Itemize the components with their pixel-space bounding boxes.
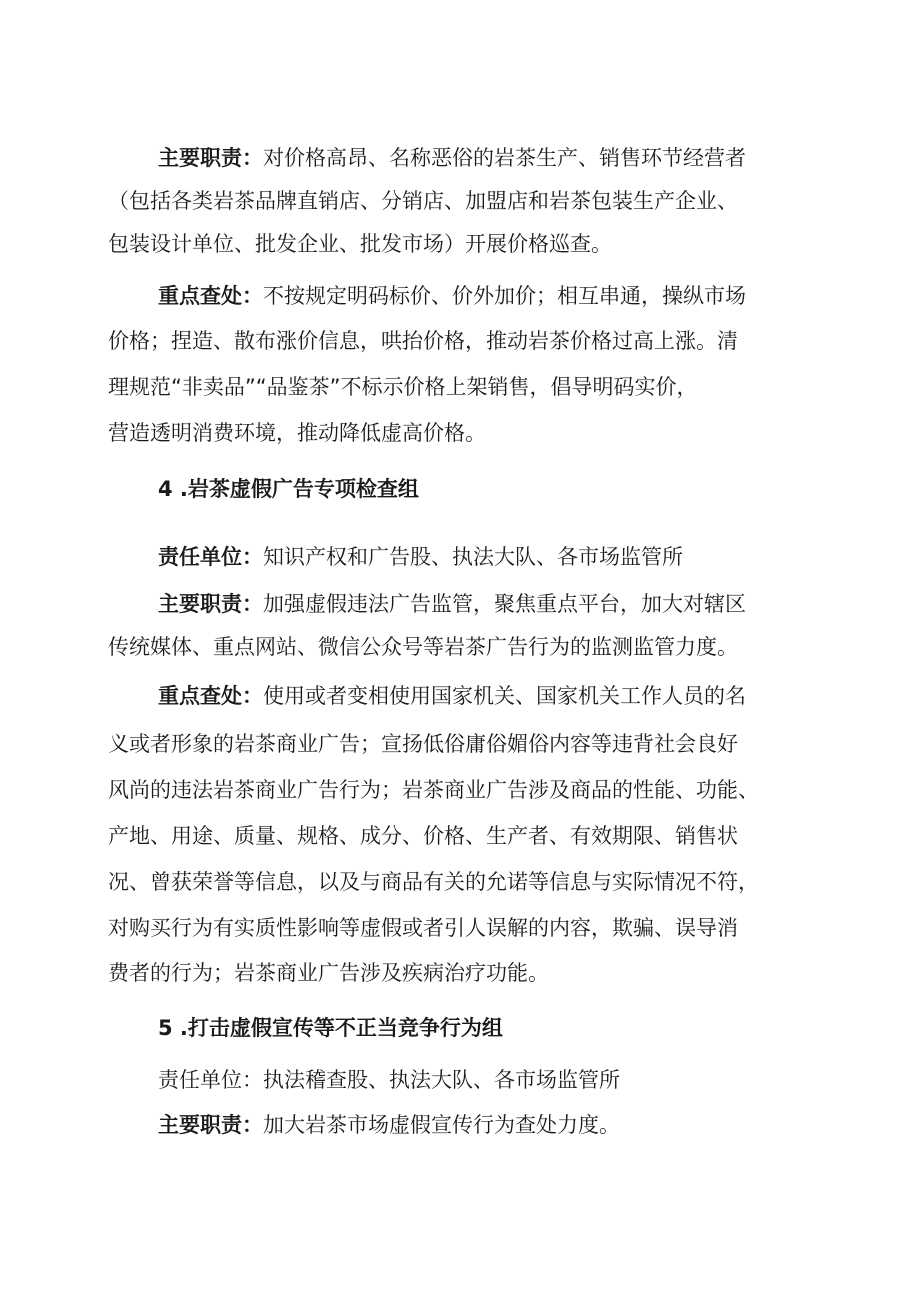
focus-text: 不按规定明码标价、价外加价；相互串通，操纵市场 [263,284,746,308]
duties-line-2: 传统媒体、重点网站、微信公众号等岩茶广告行为的监测监管力度。 [108,635,738,659]
duties-label: 主要职责： [158,1113,263,1137]
duties-label: 主要职责： [158,592,263,616]
responsible-unit-line [158,542,683,572]
focus-line-6: 对购买行为有实质性影响等虚假或者引人误解的内容，欺骗、误导消 [108,916,738,940]
focus-line-2: 义或者形象的岩茶商业广告；宣扬低俗庸俗媚俗内容等违背社会良好 [108,732,738,756]
responsible-text: 知识产权和广告股、执法大队、各市场监管所 [263,545,683,569]
responsible-unit-line: 责任单位：执法稽查股、执法大队、各市场监管所 [158,1068,620,1092]
focus-line-1 [158,681,746,711]
focus-line-5: 况、曾获荣誉等信息，以及与商品有关的允诺等信息与实际情况不符， [108,870,759,894]
focus-label: 重点查处： [158,684,263,708]
duties-line-1 [158,589,746,619]
duties-line-1 [158,143,746,173]
focus-line-3: 理规范“非卖品”“品鉴茶”不标示价格上架销售，倡导明码实价， [108,375,698,399]
duties-text: 加大岩茶市场虚假宣传行为查处力度。 [263,1113,620,1137]
focus-line-1 [158,281,746,311]
focus-line-2: 价格；捏造、散布涨价信息，哄抬价格，推动岩茶价格过高上涨。清 [108,329,738,353]
focus-line-4: 营造透明消费环境，推动降低虚高价格。 [108,421,486,445]
duties-text: 加强虚假违法广告监管，聚焦重点平台，加大对辖区 [263,592,746,616]
responsible-label: 责任单位： [158,545,263,569]
focus-line-3: 风尚的违法岩茶商业广告行为；岩茶商业广告涉及商品的性能、功能、 [108,778,759,802]
duties-line-2: （包括各类岩茶品牌直销店、分销店、加盟店和岩茶包装生产企业、 [108,189,738,213]
duties-line-1 [158,1110,620,1140]
focus-line-4: 产地、用途、质量、规格、成分、价格、生产者、有效期限、销售状 [108,824,738,848]
focus-label: 重点查处： [158,284,263,308]
focus-text: 使用或者变相使用国家机关、国家机关工作人员的名 [263,684,746,708]
duties-text: 对价格高昂、名称恶俗的岩茶生产、销售环节经营者 [263,146,746,170]
focus-line-7: 费者的行为；岩茶商业广告涉及疾病治疗功能。 [108,961,549,985]
section-5-heading: 5 .打击虚假宣传等不正当竞争行为组 [158,1016,503,1040]
duties-line-3: 包装设计单位、批发企业、批发市场）开展价格巡查。 [108,232,612,256]
section-4-heading: 4 .岩茶虚假广告专项检查组 [158,477,419,501]
duties-label: 主要职责： [158,146,263,170]
